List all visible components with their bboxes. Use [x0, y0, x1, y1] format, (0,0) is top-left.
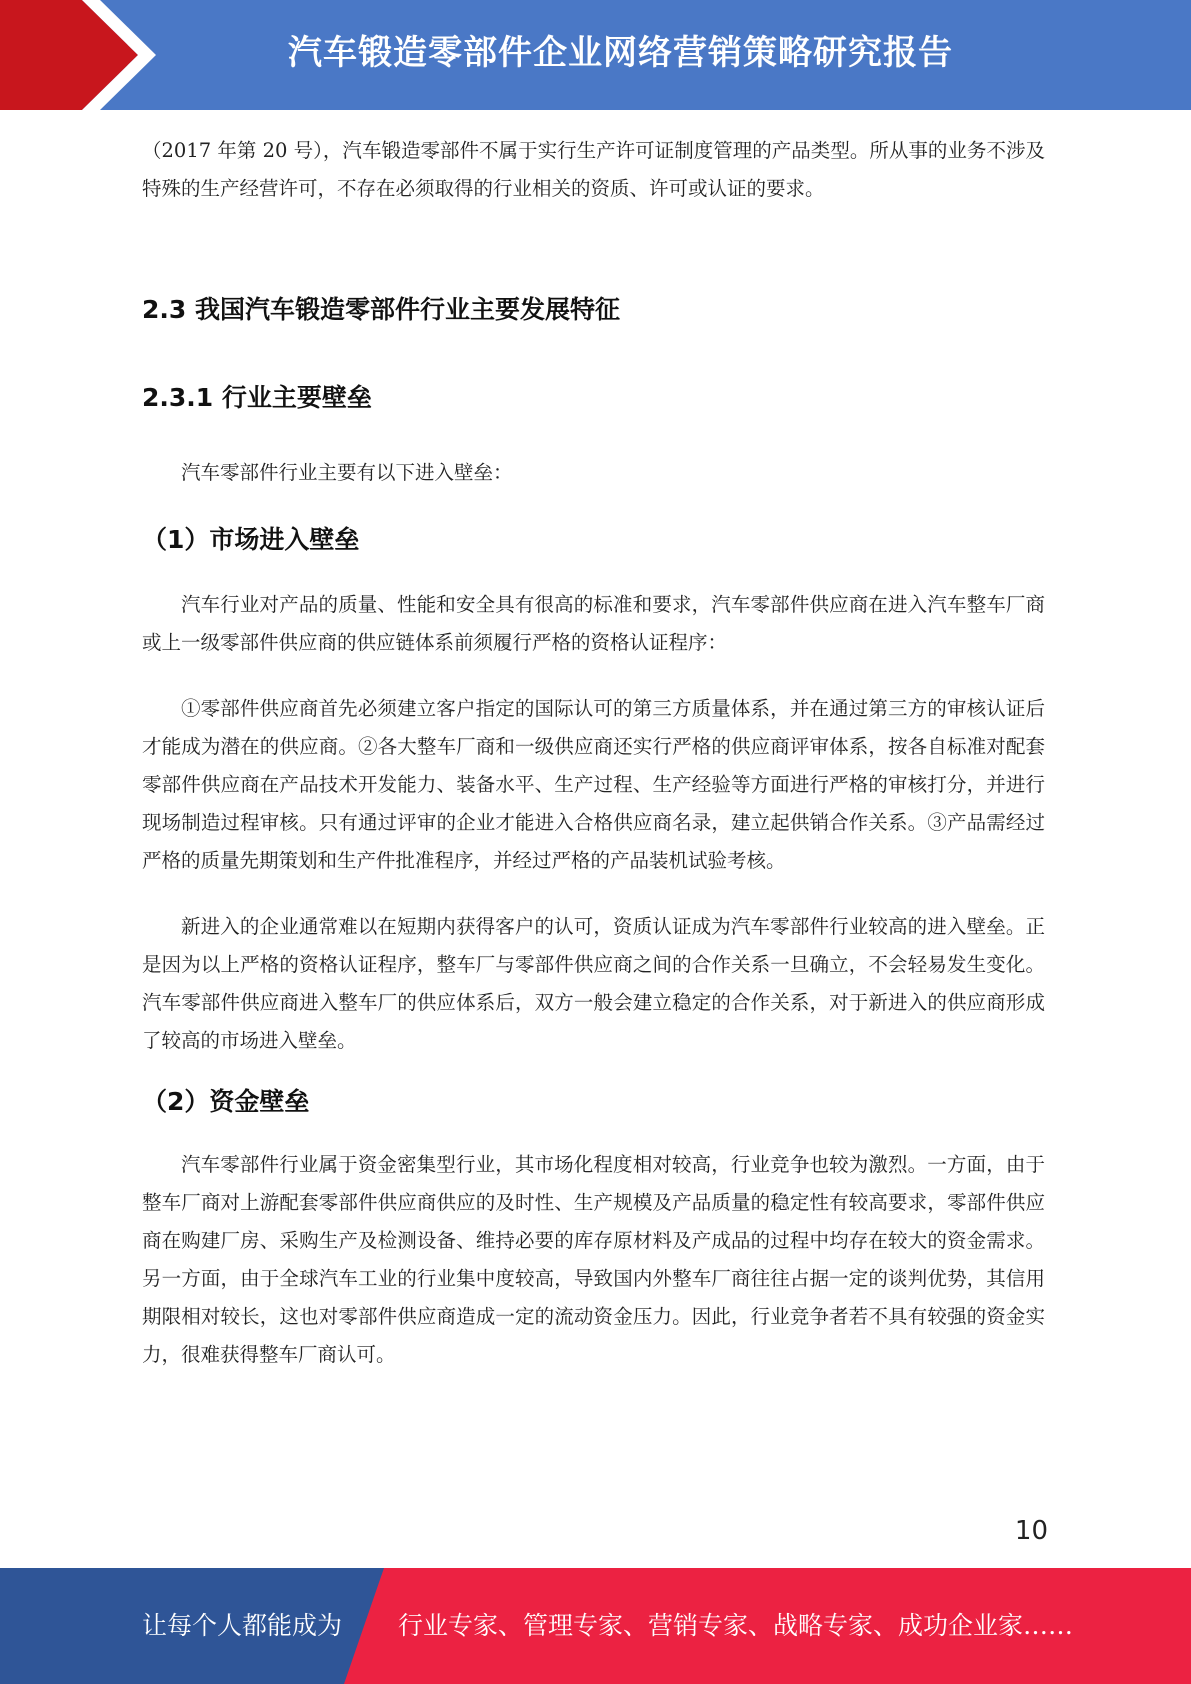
- item1-heading: （1）市场进入壁垒: [142, 525, 360, 554]
- item1-paragraph: ①零部件供应商首先必须建立客户指定的国际认可的第三方质量体系，并在通过第三方的审核认证后才能成为潜在的供应商。②各大整车厂商和一级供应商还实行严格的供应商评审体系，按各自标准对配套零部件供应商在产品技术开发能力、装备水平、生产过程、生产经验等方面进行严格的审核打分，并进行现场制造过程审核。只有通过评审的企业才能进入合格供应商名录，建立起供销合作关系。③产品需经过严格的质量先期策划和生产件批准程序，并经过严格的产品装机试验考核。: [142, 697, 1045, 872]
- report-title: 汽车锻造零部件企业网络营销策略研究报告: [288, 33, 953, 73]
- header-arrow-decoration: [0, 0, 160, 110]
- item2-heading: （2）资金壁垒: [142, 1087, 310, 1116]
- header-banner: [0, 0, 1191, 110]
- lead-paragraph: 汽车零部件行业主要有以下进入壁垒：: [181, 461, 513, 484]
- footer-banner: [0, 1568, 1191, 1684]
- page-number: 10: [1014, 1516, 1048, 1546]
- item1-paragraph: 新进入的企业通常难以在短期内获得客户的认可，资质认证成为汽车零部件行业较高的进入壁垒。正是因为以上严格的资格认证程序，整车厂与零部件供应商之间的合作关系一旦确立，不会轻易发生变化。汽车零部件供应商进入整车厂的供应体系后，双方一般会建立稳定的合作关系，对于新进入的供应商形成了较高的市场进入壁垒。: [142, 915, 1045, 1052]
- item1-paragraph: 汽车行业对产品的质量、性能和安全具有很高的标准和要求，汽车零部件供应商在进入汽车整车厂商或上一级零部件供应商的供应链体系前须履行严格的资格认证程序：: [142, 593, 1045, 654]
- subsection-heading: 2.3.1 行业主要壁垒: [142, 383, 372, 412]
- footer-slogan-right: 行业专家、管理专家、营销专家、战略专家、成功企业家……: [398, 1611, 1074, 1640]
- intro-continuation-paragraph: （2017 年第 20 号），汽车锻造零部件不属于实行生产许可证制度管理的产品类型。所从事的业务不涉及特殊的生产经营许可，不存在必须取得的行业相关的资质、许可或认证的要求。: [142, 139, 1045, 200]
- main-content: [142, 132, 1045, 1374]
- footer-slogan-left: 让每个人都能成为: [142, 1611, 343, 1640]
- item2-paragraph: 汽车零部件行业属于资金密集型行业，其市场化程度相对较高，行业竞争也较为激烈。一方面，由于整车厂商对上游配套零部件供应商供应的及时性、生产规模及产品质量的稳定性有较高要求，零部件供应商在购建厂房、采购生产及检测设备、维持必要的库存原材料及产成品的过程中均存在较大的资金需求。另一方面，由于全球汽车工业的行业集中度较高，导致国内外整车厂商往往占据一定的谈判优势，其信用期限相对较长，这也对零部件供应商造成一定的流动资金压力。因此，行业竞争者若不具有较强的资金实力，很难获得整车厂商认可。: [142, 1153, 1045, 1366]
- section-heading: 2.3 我国汽车锻造零部件行业主要发展特征: [142, 295, 620, 324]
